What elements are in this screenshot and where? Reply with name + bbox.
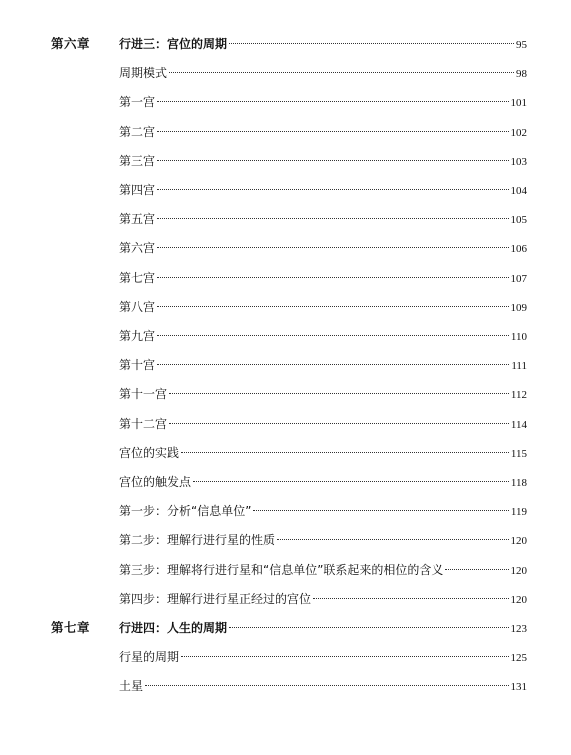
page-number: 95 <box>516 39 527 51</box>
toc-entry <box>0 209 571 229</box>
page-number: 110 <box>510 331 527 343</box>
entry-title: 宫位的实践 <box>119 445 180 460</box>
entry-title: 第三步：理解将行进行星和“信息单位”联系起来的相位的含义 <box>119 562 444 577</box>
toc-entry <box>0 297 571 317</box>
dot-leader <box>157 160 508 161</box>
toc-entry-line <box>119 297 527 318</box>
toc-entry-line <box>119 92 527 113</box>
page-number: 107 <box>510 272 527 285</box>
entry-title: 第十宫 <box>119 358 156 373</box>
dot-leader <box>253 510 508 511</box>
entry-title: 行进三：宫位的周期 <box>119 37 228 51</box>
toc-entry-line <box>119 443 527 464</box>
dot-leader <box>229 627 508 628</box>
dot-leader <box>169 393 509 394</box>
toc-entry <box>0 238 571 258</box>
page-number: 105 <box>510 214 527 227</box>
dot-leader <box>157 364 509 365</box>
toc-entry <box>0 151 571 171</box>
page-number: 115 <box>510 447 527 460</box>
entry-title: 土星 <box>119 679 144 694</box>
toc-entry-line <box>119 530 527 551</box>
page-number: 131 <box>510 681 527 694</box>
toc-entry-line <box>119 326 527 347</box>
entry-title: 宫位的触发点 <box>119 475 192 489</box>
entry-title: 第七宫 <box>119 270 156 285</box>
toc-entry <box>0 326 571 346</box>
entry-title: 行进四：人生的周期 <box>119 621 228 635</box>
toc-entry-line <box>119 151 527 172</box>
toc-entry <box>0 34 571 54</box>
entry-title: 第十一宫 <box>119 387 168 402</box>
page-number: 112 <box>510 389 527 402</box>
page-number: 119 <box>510 506 527 519</box>
toc-entry <box>0 355 571 375</box>
dot-leader <box>157 247 508 248</box>
dot-leader <box>157 189 508 190</box>
toc-entry-line <box>119 122 527 143</box>
toc-entry <box>0 122 571 142</box>
entry-title: 第四步：理解行进行星正经过的宫位 <box>119 591 312 606</box>
dot-leader <box>181 656 508 657</box>
dot-leader <box>157 101 508 102</box>
toc-entry <box>0 63 571 83</box>
toc-entry <box>0 501 571 521</box>
toc-entry-line <box>119 647 527 668</box>
toc-entry-line <box>119 472 527 493</box>
dot-leader <box>169 72 514 73</box>
toc-entry-line <box>119 209 527 230</box>
toc-entry-line <box>119 355 527 376</box>
page-number: 102 <box>510 126 527 139</box>
dot-leader <box>193 481 509 482</box>
toc-entry <box>0 180 571 200</box>
page-number: 104 <box>510 185 527 197</box>
toc-entry-line <box>119 618 527 639</box>
toc-entry <box>0 384 571 404</box>
page-number: 120 <box>510 535 527 548</box>
entry-title: 第六宫 <box>119 241 156 256</box>
toc-entry <box>0 268 571 288</box>
entry-title: 第十二宫 <box>119 416 168 431</box>
page-number: 120 <box>510 593 527 606</box>
page-number: 101 <box>510 97 527 110</box>
dot-leader <box>157 277 508 278</box>
toc-entry-line <box>119 414 527 435</box>
dot-leader <box>157 306 508 307</box>
toc-entry <box>0 414 571 434</box>
entry-title: 行星的周期 <box>119 650 180 665</box>
entry-title: 第三宫 <box>119 153 156 168</box>
toc-entry <box>0 472 571 492</box>
page-number: 123 <box>510 623 527 635</box>
toc-entry <box>0 618 571 638</box>
dot-leader <box>445 569 508 570</box>
dot-leader <box>157 218 508 219</box>
page-number: 106 <box>510 243 527 256</box>
page-number: 125 <box>510 652 527 665</box>
toc-entry <box>0 589 571 609</box>
entry-title: 第一宫 <box>119 95 156 110</box>
dot-leader <box>229 43 514 44</box>
toc-entry-line <box>119 268 527 289</box>
entry-title: 第八宫 <box>119 299 156 314</box>
entry-title: 周期模式 <box>119 66 168 81</box>
entry-title: 第九宫 <box>119 329 156 343</box>
page-number: 111 <box>511 360 527 373</box>
entry-title: 第四宫 <box>119 183 156 197</box>
entry-title: 第一步：分析“信息单位” <box>119 504 252 519</box>
page-number: 109 <box>510 301 527 314</box>
page-number: 98 <box>516 68 527 81</box>
dot-leader <box>145 685 508 686</box>
toc-entry-line <box>119 34 527 55</box>
toc-entry-line <box>119 501 527 522</box>
toc-entry <box>0 443 571 463</box>
dot-leader <box>181 452 509 453</box>
toc-entry <box>0 92 571 112</box>
entry-title: 第五宫 <box>119 212 156 227</box>
dot-leader <box>169 423 509 424</box>
toc-entry-line <box>119 180 527 201</box>
toc-entry <box>0 560 571 580</box>
toc-entry <box>0 530 571 550</box>
toc-entry-line <box>119 238 527 259</box>
dot-leader <box>157 335 509 336</box>
dot-leader <box>313 598 508 599</box>
page-number: 118 <box>510 477 527 489</box>
toc-entry <box>0 647 571 667</box>
entry-title: 第二步：理解行进行星的性质 <box>119 533 276 548</box>
toc-entry-line <box>119 560 527 581</box>
chapter-label: 第七章 <box>51 620 91 635</box>
toc-entry-line <box>119 384 527 405</box>
chapter-label: 第六章 <box>51 36 91 51</box>
toc-entry-line <box>119 676 527 697</box>
page-number: 103 <box>510 155 527 168</box>
page-number: 120 <box>510 564 527 577</box>
entry-title: 第二宫 <box>119 124 156 139</box>
dot-leader <box>277 539 508 540</box>
toc-entry <box>0 676 571 696</box>
dot-leader <box>157 131 508 132</box>
toc-entry-line <box>119 589 527 610</box>
toc-entry-line <box>119 63 527 84</box>
page-number: 114 <box>510 418 527 431</box>
